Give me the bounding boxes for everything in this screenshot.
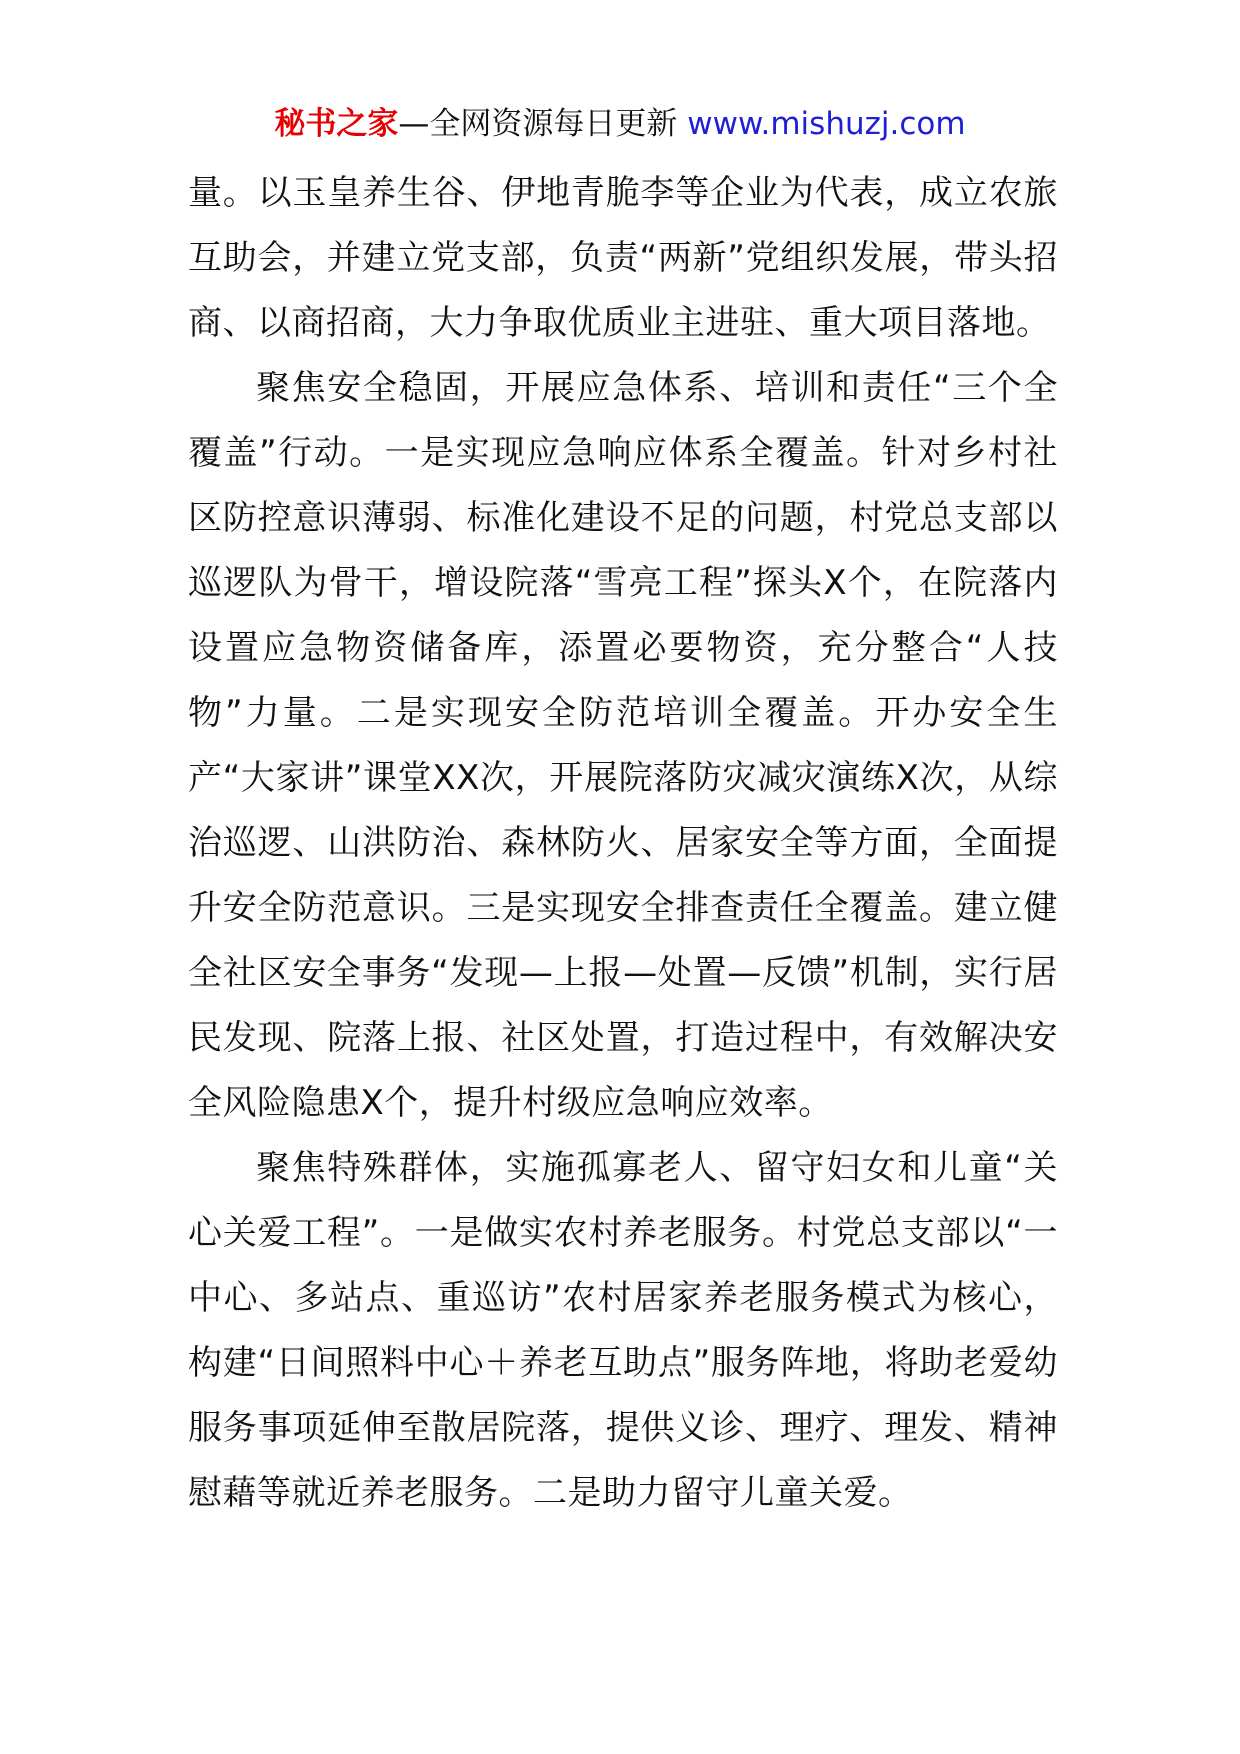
paragraph-continuation: 量。以玉皇养生谷、伊地青脆李等企业为代表，成立农旅互助会，并建立党支部，负责“两新”党组织发展，带头招商、以商招商，大力争取优质业主进驻、重大项目落地。 [188, 173, 1058, 343]
paragraph-special-groups: 聚焦特殊群体，实施孤寡老人、留守妇女和儿童“关心关爱工程”。一是做实农村养老服务。村党总支部以“一中心、多站点、重巡访”农村居家养老服务模式为核心，构建“日间照料中心＋养老互助点”服务阵地，将助老爱幼服务事项延伸至散居院落，提供义诊、理疗、理发、精神慰藉等就近养老服务。二是助力留守儿童关爱。 [188, 1148, 1058, 1513]
paragraph-safety: 聚焦安全稳固，开展应急体系、培训和责任“三个全覆盖”行动。一是实现应急响应体系全覆盖。针对乡村社区防控意识薄弱、标准化建设不足的问题，村党总支部以巡逻队为骨干，增设院落“雪亮工程”探头X个，在院落内设置应急物资储备库，添置必要物资，充分整合“人技物”力量。二是实现安全防范培训全覆盖。开办安全生产“大家讲”课堂XX次，开展院落防灾减灾演练X次，从综治巡逻、山洪防治、森林防火、居家安全等方面，全面提升安全防范意识。三是实现安全排查责任全覆盖。建立健全社区安全事务“发现—上报—处置—反馈”机制，实行居民发现、院落上报、社区处置，打造过程中，有效解决安全风险隐患X个，提升村级应急响应效率。 [188, 368, 1058, 1123]
brand-name: 秘书之家 [274, 106, 399, 142]
document-body [188, 161, 1058, 1526]
header-tagline: —全网资源每日更新 [398, 106, 688, 142]
page-header [0, 104, 1240, 144]
site-url-link[interactable]: www.mishuzj.com [687, 106, 966, 142]
